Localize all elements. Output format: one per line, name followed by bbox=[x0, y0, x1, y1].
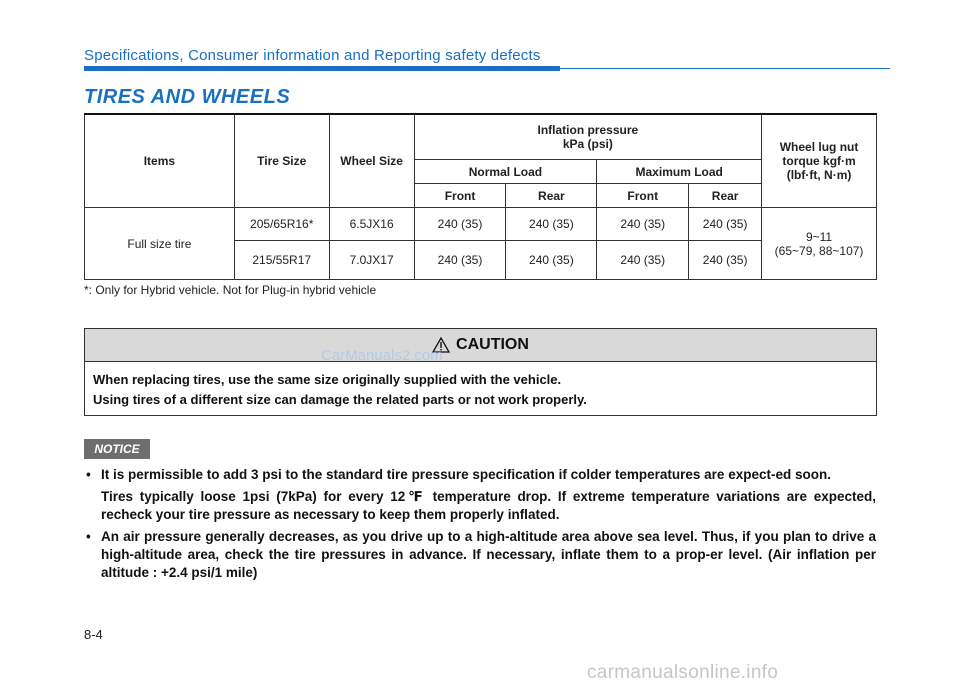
cell-normal-front: 240 (35) bbox=[414, 208, 506, 241]
page-number: 8-4 bbox=[84, 627, 103, 642]
header-lug-line2: torque kgf·m bbox=[782, 154, 856, 168]
header-inflation bbox=[414, 114, 762, 160]
caution-line-1: When replacing tires, use the same size originally supplied with the vehicle. bbox=[93, 372, 562, 387]
section-title: TIRES AND WHEELS bbox=[84, 86, 291, 108]
header-lug-torque bbox=[762, 114, 877, 208]
chapter-rule bbox=[84, 66, 560, 71]
cell-max-rear: 240 (35) bbox=[689, 208, 762, 241]
header-items: Items bbox=[85, 114, 235, 208]
lug-value: 9~11 bbox=[805, 229, 833, 244]
cell-max-front: 240 (35) bbox=[597, 241, 689, 280]
header-wheel-size: Wheel Size bbox=[329, 114, 414, 208]
header-inflation-title: Inflation pressure bbox=[537, 123, 639, 137]
notice-badge: NOTICE bbox=[84, 439, 150, 459]
cell-max-front: 240 (35) bbox=[597, 208, 689, 241]
cell-normal-rear: 240 (35) bbox=[506, 208, 597, 241]
header-max-rear: Rear bbox=[689, 184, 762, 208]
tire-spec-table bbox=[84, 113, 877, 280]
list-item bbox=[84, 528, 876, 582]
lug-value-sub: (65~79, 88~107) bbox=[774, 243, 864, 258]
header-max-front: Front bbox=[597, 184, 689, 208]
chapter-title: Specifications, Consumer information and Reporting safety defects bbox=[84, 47, 541, 64]
caution-line-2: Using tires of a different size can damage the related parts or not work properly. bbox=[93, 392, 587, 407]
chapter-rule-thin bbox=[560, 68, 890, 69]
notice-bullet-1-paragraph: Tires typically loose 1psi (7kPa) for every 12℉ temperature drop. If extreme temperature variations are expected, recheck your tire pressure as necessary to keep them properly inflated. bbox=[101, 489, 876, 522]
caution-body bbox=[85, 362, 876, 410]
table-footnote: *: Only for Hybrid vehicle. Not for Plug-in hybrid vehicle bbox=[84, 283, 377, 297]
cell-normal-front: 240 (35) bbox=[414, 241, 506, 280]
caution-label: CAUTION bbox=[456, 336, 529, 353]
caution-header bbox=[85, 329, 876, 362]
watermark-text: CarManuals2.com bbox=[321, 347, 443, 364]
table-row bbox=[85, 208, 877, 241]
bullet-icon: • bbox=[86, 529, 91, 544]
cell-wheel-size: 7.0JX17 bbox=[329, 241, 414, 280]
caution-box bbox=[84, 328, 877, 416]
header-normal-load: Normal Load bbox=[414, 160, 597, 184]
cell-tire-size: 205/65R16* bbox=[234, 208, 329, 241]
cell-wheel-size: 6.5JX16 bbox=[329, 208, 414, 241]
cell-lug-torque bbox=[762, 208, 877, 280]
list-item bbox=[84, 466, 876, 484]
header-normal-rear: Rear bbox=[506, 184, 597, 208]
header-tire-size: Tire Size bbox=[234, 114, 329, 208]
bullet-icon: • bbox=[86, 467, 91, 482]
notice-bullet-2: An air pressure generally decreases, as you drive up to a high-altitude area above sea level. Thus, if you plan to drive a high-altitude area, check the tire pressures in advance. If necessary, inflate them to a prop-er level. (Air inflation per altitude : +2.4 psi/1 mile) bbox=[101, 529, 876, 580]
header-lug-line3: (lbf·ft, N·m) bbox=[786, 168, 852, 182]
header-inflation-unit: kPa (psi) bbox=[562, 137, 613, 151]
row-label-full-size-tire: Full size tire bbox=[85, 208, 235, 280]
header-lug-line1: Wheel lug nut bbox=[779, 140, 859, 154]
notice-bullet-1: It is permissible to add 3 psi to the standard tire pressure specification if colder temperatures are expect-ed soon. bbox=[101, 467, 831, 482]
header-normal-front: Front bbox=[414, 184, 506, 208]
site-watermark: carmanualsonline.info bbox=[587, 662, 779, 683]
cell-normal-rear: 240 (35) bbox=[506, 241, 597, 280]
header-maximum-load: Maximum Load bbox=[597, 160, 762, 184]
notice-list bbox=[84, 466, 876, 586]
cell-tire-size: 215/55R17 bbox=[234, 241, 329, 280]
cell-max-rear: 240 (35) bbox=[689, 241, 762, 280]
